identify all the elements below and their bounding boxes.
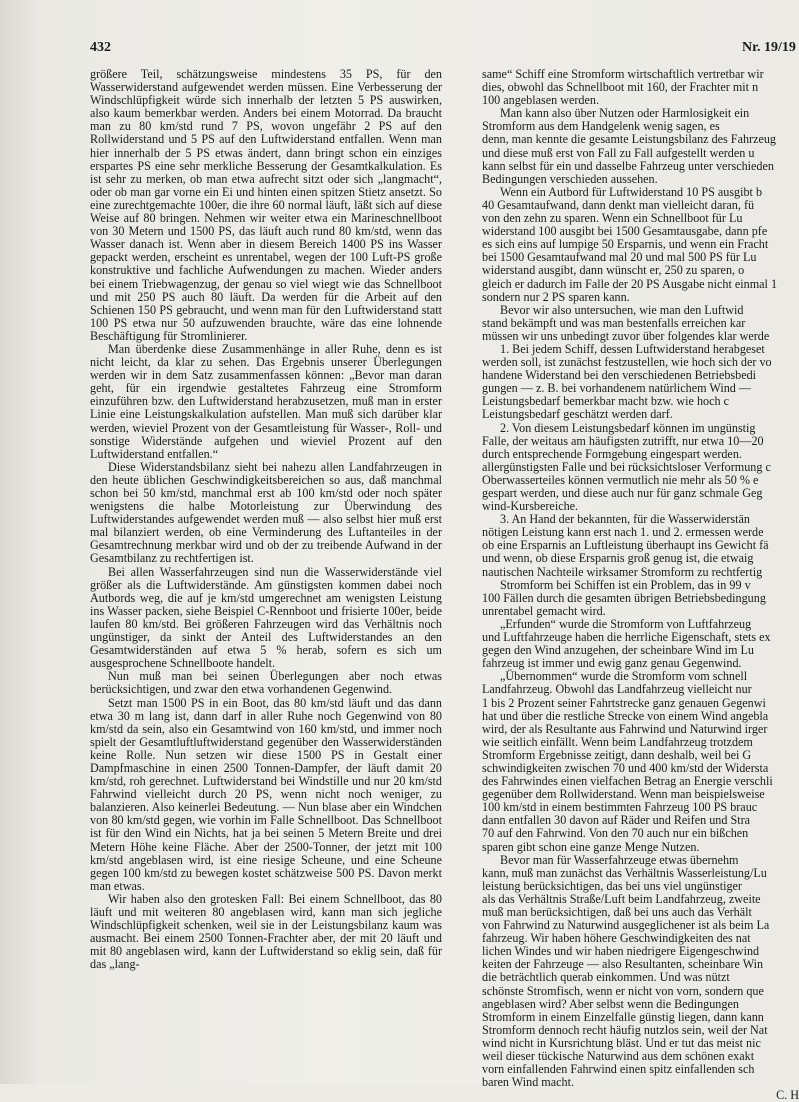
text-line: gegen den Wind anzugehen, der scheinbare Wind im Lu (482, 643, 754, 658)
paragraph: Wir haben also den grotesken Fall: Bei einem Schnellboot, das 80 läuft und mit weiteren 80 angeblasen wird, kann man sich jegliche Windschlüpfigkeit schenken, weil sie in der Leistungsbilanz kaum was ausmacht. Bei einem 2500 Tonnen-Frachter aber, der mit 20 läuft und mit 80 angeblasen wird, kann der Luftwiderstand so eklig sein, daß für das „lang- (90, 891, 442, 972)
text-line: kann, muß man zunächst das Verhältnis Wasserleistung/Lu (482, 865, 767, 880)
text-line: Wenn ein Autbord für Luftwiderstand 10 PS ausgibt b (500, 184, 763, 199)
text-line: Oberwasserteiles können vermutlich nie mehr als 50 % e (482, 472, 759, 487)
text-line: gespart werden, und diese auch nur für ganz schmale Geg (482, 486, 763, 500)
text-line: kann selbst für ein und dasselbe Fahrzeug unter verschieden (482, 158, 774, 173)
text-line: durch entsprechende Formgebung eingespart werden. (482, 446, 742, 461)
right-column (482, 68, 799, 1102)
text-line: denn, man kennte die gesamte Leistungsbilanz des Fahrzeug (482, 132, 776, 147)
text-line: Stromform Ergebnisse zeitigt, dann deshalb, weil bei G (482, 747, 752, 762)
text-line: „Erfunden“ wurde die Stromform von Luftfahrzeug (500, 616, 752, 631)
text-line: vorn einfallenden Fahrwind einen spitz einfallenden sch (482, 1062, 755, 1077)
text-line: hat und über die restliche Strecke von einem Wind angebla (482, 708, 769, 723)
text-line: Stromform aus dem Handgelenk wenig sagen, es (482, 119, 720, 134)
text-line: handene Widerstand bei den verschiedenen Betriebsbedi (482, 368, 757, 383)
text-line: schwindigkeiten zwischen 70 und 400 km/std der Widersta (482, 760, 769, 775)
text-line: Leistungsbedarf geschätzt werden darf. (482, 407, 673, 422)
text-line: Man kann also über Nutzen oder Harmlosigkeit ein (500, 106, 750, 121)
text-line: stand bekämpft und was man bestenfalls erreichen kar (482, 315, 746, 330)
text-line: wie seitlich einfällt. Wenn beim Landfahrzeug trotzdem (482, 734, 753, 749)
text-line: 100 Fällen durch die gesamten übrigen Betriebsbedingung (482, 590, 766, 605)
paragraph: Bei allen Wasserfahrzeugen sind nun die Wasserwiderstände viel größer als die Luftwiderstände. Am günstigsten kommen dabei noch Autbords weg, die auf je km/std umgerechnet am wenigsten Leistung ins Wasser packen, siehe Beispiel C-Rennboot und frisierte 100er, beide laufen 80 km/std. Bei größeren Fahrzeugen wird das Verhältnis noch ungünstiger, da sinkt der Anteil des Luftwiderstandes an den Gesamtwiderständen auf etwa 5 % herab, sofern es sich um ausgesprochene Schnellboote handelt. (90, 564, 442, 671)
text-line: des Fahrwindes einen vielfachen Betrag an Energie verschli (482, 774, 773, 789)
text-line: von Fahrwind zu Naturwind ausgeglichener ist als beim La (482, 918, 770, 933)
text-line: wird, der als Resultante aus Fahrwind und Naturwind irger (482, 721, 768, 736)
text-line: keiten der Fahrzeuge — also Resultanten, scheinbare Win (482, 957, 764, 972)
text-line: gleich er dadurch im Falle der 20 PS Ausgabe nicht einmal 1 (482, 276, 778, 291)
page-number: 432 (90, 40, 111, 55)
text-line: fahrzeug ist immer und ewig ganz genau Gegenwind. (482, 656, 742, 671)
text-line: Bevor man für Wasserfahrzeuge etwas übernehm (500, 852, 739, 867)
paragraph: größere Teil, schätzungsweise mindestens 35 PS, für den Wasserwiderstand aufgewendet werden müssen. Eine Verbesserung der Windschlüpfigkeit würde sich innerhalb der letzten 5 PS auswirken, also kaum bemerkbar werden. Anders bei einem Motorrad. Da braucht man zu 80 km/std rund 7 PS, wovon ungefähr 2 PS auf den Rollwiderstand und 5 PS auf den Luftwiderstand entfallen. Wenn man hier innerhalb der 5 PS etwas ändert, dann bringt schon ein einziges erspartes PS eine sehr merkliche Besserung der Gesamtkalkulation. Es ist sehr zu merken, ob man etwa aufrecht sitzt oder sich „langmacht“, oder ob man gar vorne ein Ei und hinten einen spitzen Stietz ansetzt. So eine zurechtgemachte 100er, die ihre 60 normal läuft, läßt sich auf diese Weise auf 80 bringen. Nehmen wir weiter etwa ein Marineschnellboot von 30 Metern und 1500 PS, das läuft auch rund 80 km/std, wenn das Wasser danach ist. Wenn aber in diesem Bereich 1400 PS ins Wasser gepackt werden, erscheint es unrentabel, wegen der 100 Luft-PS große konstruktive und fachliche Aufwendungen zu machen. Wieder anders bei einem Triebwagenzug, der genau so viel wiegt wie das Schnellboot und mit 250 PS auch 80 läuft. Da werden für die Arbeit auf den Schienen 150 PS gebraucht, und wenn man für den Luftwiderstand statt 100 PS etwa nur 50 aufzuwenden brauchte, wäre das eine lohnende Beschäftigung für Stromlinierer. (90, 67, 442, 343)
text-line: Bedingungen verschieden aussehen. (482, 171, 658, 186)
text-line: Bevor wir also untersuchen, wie man den Luftwid (500, 302, 744, 317)
text-line: 100 km/std in einem bestimmten Fahrzeug 100 PS brauc (482, 800, 758, 815)
text-line: 70 auf den Fahrwind. Von den 70 auch nur ein bißchen (482, 826, 749, 841)
text-line: die beträchtlich querab einkommen. Und was nützt (482, 970, 730, 985)
text-line: ob eine Ersparnis an Luftleistung überhaupt ins Gewicht fä (482, 538, 769, 553)
left-column (90, 68, 442, 971)
text-line: und Luftfahrzeuge haben die herrliche Eigenschaft, stets ex (482, 630, 771, 645)
text-line: von den zehn zu sparen. Wenn ein Schnellboot für Lu (482, 211, 743, 226)
text-line: gungen — z. B. bei vorhandenem natürlichem Wind — (482, 381, 752, 396)
text-line: wind nicht in Kursrichtung bläst. Und er tut das meist nic (482, 1035, 761, 1050)
text-line: Stromform in einem Einzelfalle günstig liegen, dann kann (482, 1009, 764, 1024)
text-line: 3. An Hand der bekannten, für die Wasserwiderstän (500, 512, 750, 527)
text-line: schönste Stromfisch, wenn er nicht von vorn, sondern que (482, 983, 764, 998)
text-line: lichen Windes und wir haben niedrigere Eigengeschwind (482, 944, 760, 959)
paragraph: Setzt man 1500 PS in ein Boot, das 80 km/std läuft und das dann etwa 30 m lang ist, dann darf in aller Ruhe noch Gegenwind von 80 km/std da sein, also ein Gesamtwind von 160 km/std, und immer noch spielt der Gesamtluftluftwiderstand gegenüber den Wasserwiderständen keine Rolle. Nun setzen wir diese 1500 PS in Gestalt einer Dampfmaschine in einen 2500 Tonnen-Dampfer, der läuft damit 20 km/std, roh gerechnet. Luftwiderstand bei Windstille und nur 20 km/std Fahrwind vielleicht durch 20 PS, wenn nicht noch weniger, zu balanzieren. Also keinerlei Bedeutung. — Nun blase aber ein Windchen von 80 km/std gegen, wie vorhin im Falle Schnellboot. Das Schnellboot ist für den Wind ein Nichts, hat ja bei seinen 5 Metern Breite und drei Metern Höhe keine Fläche. Aber der 2500-Tonner, der jetzt mit 100 km/std angeblasen wird, ist eine riesige Scheune, und eine Scheune gegen 100 km/std zu bewegen kostet schätzweise 500 PS. Davon merkt man etwas. (90, 695, 442, 893)
text-line: dann entfallen 30 davon auf Räder und Reifen und Stra (482, 813, 751, 828)
text-line: unrentabel gemacht wird. (482, 603, 606, 618)
issue-number: Nr. 19/19 (742, 40, 796, 55)
text-line: fahrzeug. Wir haben höhere Geschwindigkeiten des nat (482, 931, 751, 946)
text-line: C. H (776, 1088, 799, 1102)
text-line: 40 Gesamtaufwand, dann denkt man vielleicht daran, fü (482, 197, 755, 212)
text-line: Stromform dennoch recht häufig nutzlos sein, weil der Nat (482, 1022, 768, 1037)
text-line: leistung berücksichtigen, das bei uns viel ungünstiger (482, 878, 742, 893)
text-line: „Übernommen“ wurde die Stromform vom schnell (500, 669, 748, 684)
text-line: Leistungsbedarf bemerkbar macht bzw. wie hoch c (482, 394, 729, 409)
text-line: Landfahrzeug. Obwohl das Landfahrzeug vielleicht nur (482, 682, 752, 697)
text-line: sparen gibt schon eine ganze Menge Nutzen. (482, 839, 700, 854)
text-line: werden soll, ist zunächst festzustellen, wie hoch sich der vo (482, 355, 772, 370)
paragraph: Nun muß man bei seinen Überlegungen aber noch etwas berücksichtigen, und zwar den etwa vorhandenen Gegenwind. (90, 669, 442, 697)
text-line: Stromform bei Schiffen ist ein Problem, das in 99 v (500, 577, 751, 592)
paragraph: Diese Widerstandsbilanz sieht bei nahezu allen Landfahrzeugen in den heute üblichen Geschwindigkeitsbereichen so aus, daß manchmal schon bei 50 km/std, manchmal erst ab 100 km/std oder noch später wenigstens die halbe Motorleistung zur Überwindung des Luftwiderstandes aufgewendet werden muß — also selbst hier muß erst mal bilanziert werden, ob eine Verminderung des Luftanteiles in der Gesamtrechnung merkbar wird und ob der zu treibende Aufwand in der Gesamtbilanz zu rechtfertigen ist. (90, 459, 442, 566)
text-line: angeblasen wird? Aber selbst wenn die Bedingungen (482, 996, 739, 1011)
text-line: widerstand 100 ausgibt bei 1500 Gesamtausgabe, dann pfe (482, 224, 768, 239)
text-line: 100 angeblasen werden. (482, 93, 599, 108)
text-line: wind-Kursbereiche. (482, 499, 579, 514)
text-line: sondern nur 2 PS sparen kann. (482, 289, 630, 304)
text-line: allergünstigsten Falle und bei rücksichtsloser Verformung c (482, 459, 771, 474)
text-line: dies, obwohl das Schnellboot mit 160, der Frachter mit n (482, 80, 759, 95)
text-line: müssen wir uns unbedingt zuvor über folgendes klar werde (482, 328, 770, 343)
text-line: nautischen Nachteile wirksamer Stromform zu rechtfertig (482, 564, 763, 579)
text-line: es sich eins auf lumpige 50 Ersparnis, und wenn ein Fracht (482, 237, 769, 252)
text-line: Falle, der weitaus am häufigsten zutrifft, nur etwa 10—20 (482, 433, 764, 448)
text-line: 1 bis 2 Prozent seiner Fahrtstrecke ganz genauen Gegenwi (482, 695, 766, 710)
text-line: 1. Bei jedem Schiff, dessen Luftwiderstand herabgeset (500, 341, 765, 356)
text-line: nötigen Leistung kann erst nach 1. und 2. ermessen werde (482, 525, 764, 540)
text-line: muß man berücksichtigen, daß bei uns auch das Verhält (482, 905, 752, 919)
text-line: same“ Schiff eine Stromform wirtschaftlich vertretbar wir (482, 68, 764, 81)
text-line: als das Verhältnis Straße/Luft beim Landfahrzeug, zweite (482, 891, 761, 906)
text-line: baren Wind macht. (482, 1075, 574, 1090)
text-line: gegenüber dem Rollwiderstand. Wenn man beispielsweise (482, 787, 765, 802)
binding-gutter (0, 0, 36, 1084)
text-line: bei 1500 Gesamtaufwand mal 20 und mal 500 PS für Lu (482, 250, 757, 265)
text-line: und wenn, ob diese Ersparnis groß genug ist, die etwaig (482, 551, 754, 566)
text-line: und diese muß erst von Fall zu Fall aufgestellt werden u (482, 145, 755, 160)
text-line: widerstand ausgibt, dann wünscht er, 250 zu sparen, o (482, 263, 745, 278)
text-line: weil dieser tückische Naturwind aus dem schönen exakt (482, 1049, 755, 1064)
text-line: 2. Von diesem Leistungsbedarf können im ungünstig (500, 420, 756, 435)
paragraph: Man überdenke diese Zusammenhänge in aller Ruhe, denn es ist nicht leicht, da klar zu sehen. Das Ergebnis unserer Überlegungen werden wir in dem Satz zusammenfassen können: „Bevor man daran geht, für ein irgendwie gestaltetes Fahrzeug eine Stromform einzuführen bzw. den Luftwiderstand herabzusetzen, muß man in erster Linie eine Leistungskalkulation aufstellen. Man muß sich darüber klar werden, wieviel Prozent von der Gesamtleistung für Wasser-, Roll- und sonstige Widerstände aufgehen und wieviel Prozent auf den Luftwiderstand entfallen.“ (90, 341, 442, 461)
